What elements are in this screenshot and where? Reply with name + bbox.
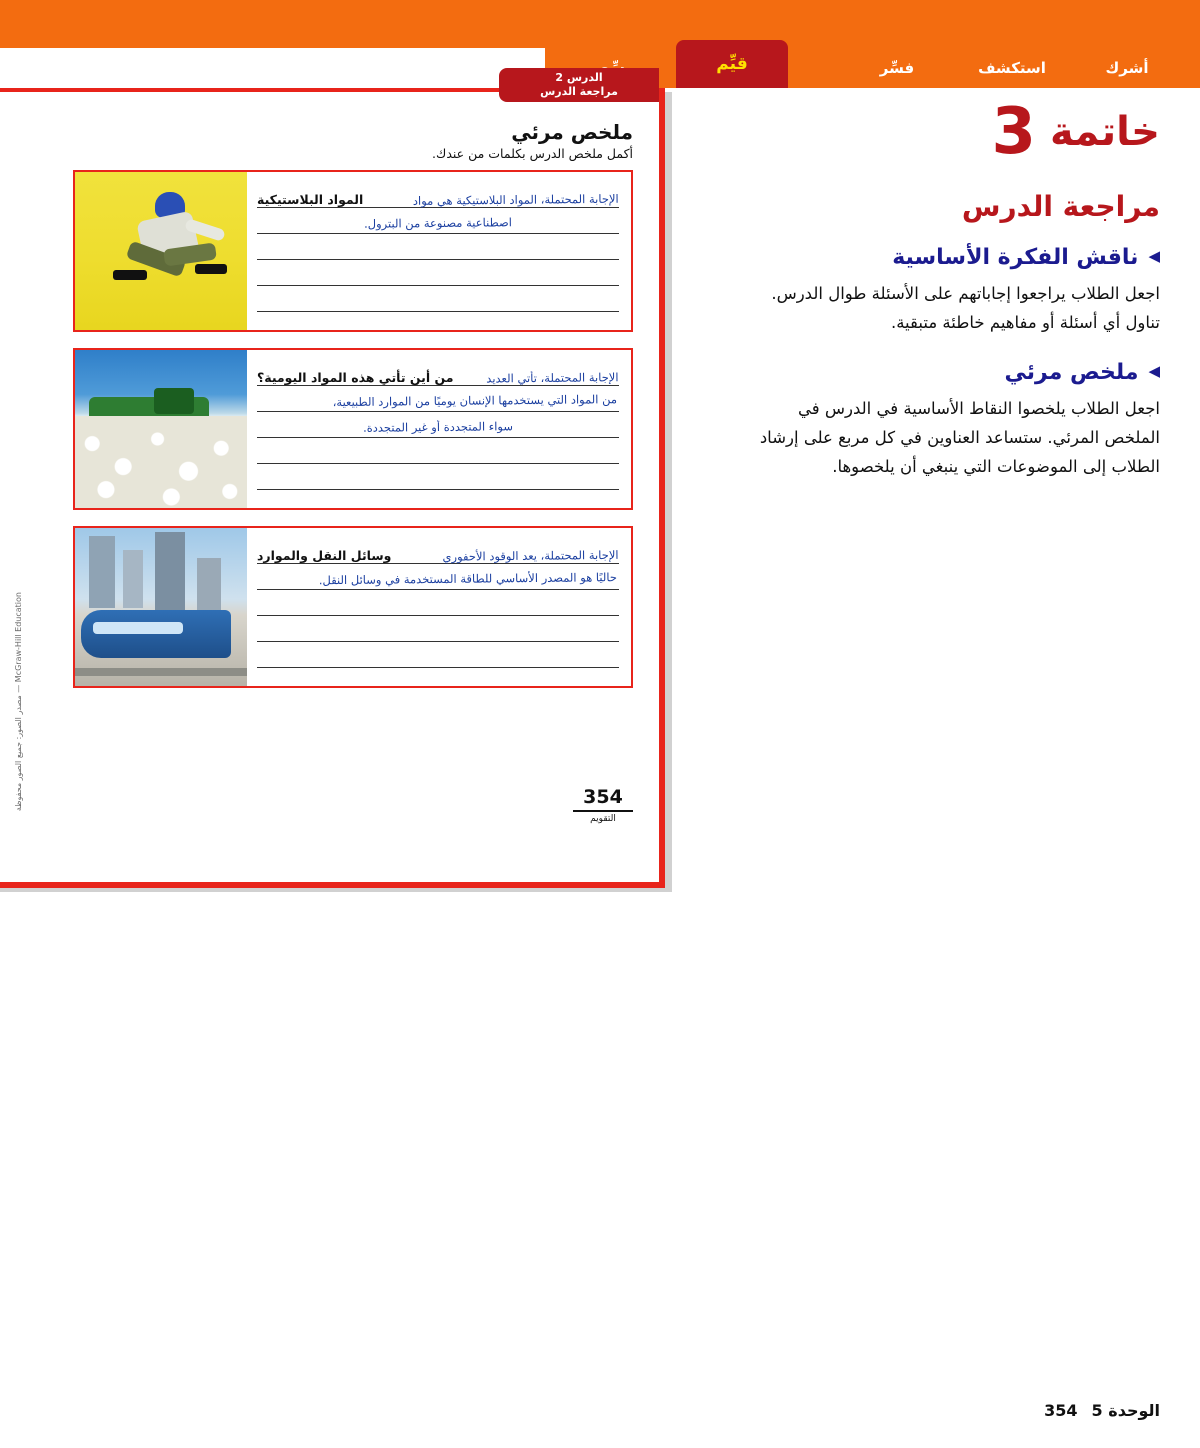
lesson-tab-line2: مراجعة الدرس (540, 84, 618, 98)
student-page-number (573, 786, 633, 824)
tab-qayyim[interactable] (676, 40, 788, 88)
visual-summary-subtitle: أكمل ملخص الدرس بكلمات من عندك. (432, 146, 633, 161)
blank-line[interactable] (257, 260, 619, 286)
student-page-number-value: 354 (573, 786, 633, 812)
blank-line[interactable] (257, 234, 619, 260)
blank-line[interactable] (257, 616, 619, 642)
cotton-field-illustration (75, 350, 247, 508)
top-orange-bar (0, 0, 1200, 48)
summary-box (73, 348, 633, 510)
handwritten-answer: الإجابة المحتملة، يعد الوقود الأحفوري (442, 547, 620, 564)
train-shape (81, 610, 231, 658)
harvester-cab-shape (154, 388, 194, 414)
tab-fassir-label: فسِّر (879, 59, 915, 77)
teacher-notes-column (740, 95, 1160, 481)
train-window-shape (93, 622, 183, 634)
metro-train-photo (75, 528, 247, 686)
cotton-harvester-photo (75, 350, 247, 508)
rail-track-shape (75, 668, 247, 676)
answer-line[interactable] (257, 182, 619, 208)
section-heading (740, 95, 1160, 169)
answer-line[interactable] (257, 360, 619, 386)
tab-qayyim-label: قيِّم (716, 54, 748, 74)
tab-fassir[interactable] (842, 48, 952, 88)
teacher-block-heading-2 (740, 360, 1160, 385)
handwritten-answer: حاليًا هو المصدر الأساسي للطاقة المستخدمة في وسائل النقل. (318, 570, 618, 588)
tab-istakshif-label: استكشف (978, 59, 1046, 77)
tab-strip-mask (0, 48, 545, 88)
tab-ashrik-label: أشرك (1105, 59, 1149, 77)
student-page-facsimile (0, 71, 665, 888)
skater-illustration (75, 172, 247, 330)
teacher-block-heading-1-label: ناقش الفكرة الأساسية (892, 245, 1139, 270)
summary-box-label: المواد البلاستيكية (257, 192, 364, 207)
section-title: خاتمة (1050, 109, 1160, 155)
blank-line[interactable] (257, 590, 619, 616)
triangle-bullet-icon: ◀ (1148, 247, 1160, 265)
skate-shape (113, 270, 147, 280)
answer-line[interactable] (257, 208, 619, 234)
footer-unit: الوحدة 5 (1091, 1401, 1160, 1420)
answer-line[interactable] (257, 538, 619, 564)
city-train-illustration (75, 528, 247, 686)
handwritten-answer: سواء المتجددة أو غير المتجددة. (362, 419, 514, 435)
summary-box-label: وسائل النقل والموارد (257, 548, 392, 563)
blank-line[interactable] (257, 438, 619, 464)
summary-box (73, 170, 633, 332)
lesson-review-title: مراجعة الدرس (961, 190, 1160, 223)
footer-page-number: 354 (1044, 1401, 1078, 1420)
teacher-block-body-2: اجعل الطلاب يلخصوا النقاط الأساسية في الدرس في الملخص المرئي. ستساعد العناوين في كل مربع على إرشاد الطلاب إلى الموضوعات التي ينبغي أن يلخصوها. (759, 398, 1160, 476)
student-page-number-label: التقويم (590, 814, 616, 824)
summary-box-lines (247, 528, 631, 686)
answer-line[interactable] (257, 564, 619, 590)
summary-box (73, 526, 633, 688)
answer-line[interactable] (257, 386, 619, 412)
triangle-bullet-icon: ◀ (1148, 361, 1160, 380)
handwritten-answer: من المواد التي يستخدمها الإنسان يوميًا من الموارد الطبيعية، (332, 392, 618, 410)
summary-box-lines (247, 172, 631, 330)
teacher-block-heading-2-label: ملخص مرئي (1004, 359, 1139, 385)
tab-istakshif[interactable] (952, 48, 1072, 88)
blank-line[interactable] (257, 464, 619, 490)
teacher-block-heading-1 (740, 245, 1160, 270)
building-shape (197, 558, 221, 610)
skate-shape (195, 264, 227, 274)
summary-box-label: من أين تأتي هذه المواد اليومية؟ (257, 370, 454, 385)
blank-line[interactable] (257, 286, 619, 312)
photo-credit: McGraw-Hill Education — مصدر الصور: جميع الصور محفوظة (14, 592, 23, 812)
building-shape (123, 550, 143, 608)
lesson-tab-line1: الدرس 2 (555, 71, 603, 84)
summary-box-lines (247, 350, 631, 508)
visual-summary-title: ملخص مرئي (511, 120, 633, 144)
teacher-block-body-1: اجعل الطلاب يراجعوا إجاباتهم على الأسئلة طوال الدرس. تناول أي أسئلة أو مفاهيم خاطئة متبقية. (771, 284, 1160, 332)
page-footer (1044, 1401, 1160, 1420)
handwritten-answer: اصطناعية مصنوعة من البترول. (363, 215, 513, 231)
handwritten-answer: الإجابة المحتملة، تأتي العديد (486, 370, 620, 386)
building-shape (89, 536, 115, 608)
cotton-bolls-shape (75, 416, 247, 508)
blank-line[interactable] (257, 642, 619, 668)
inline-skater-photo (75, 172, 247, 330)
building-shape (155, 532, 185, 612)
section-number: 3 (991, 95, 1037, 169)
answer-line[interactable] (257, 412, 619, 438)
tab-ashrik[interactable] (1072, 48, 1182, 88)
lesson-tab (499, 68, 659, 102)
handwritten-answer: الإجابة المحتملة، المواد البلاستيكية هي مواد (413, 191, 620, 208)
